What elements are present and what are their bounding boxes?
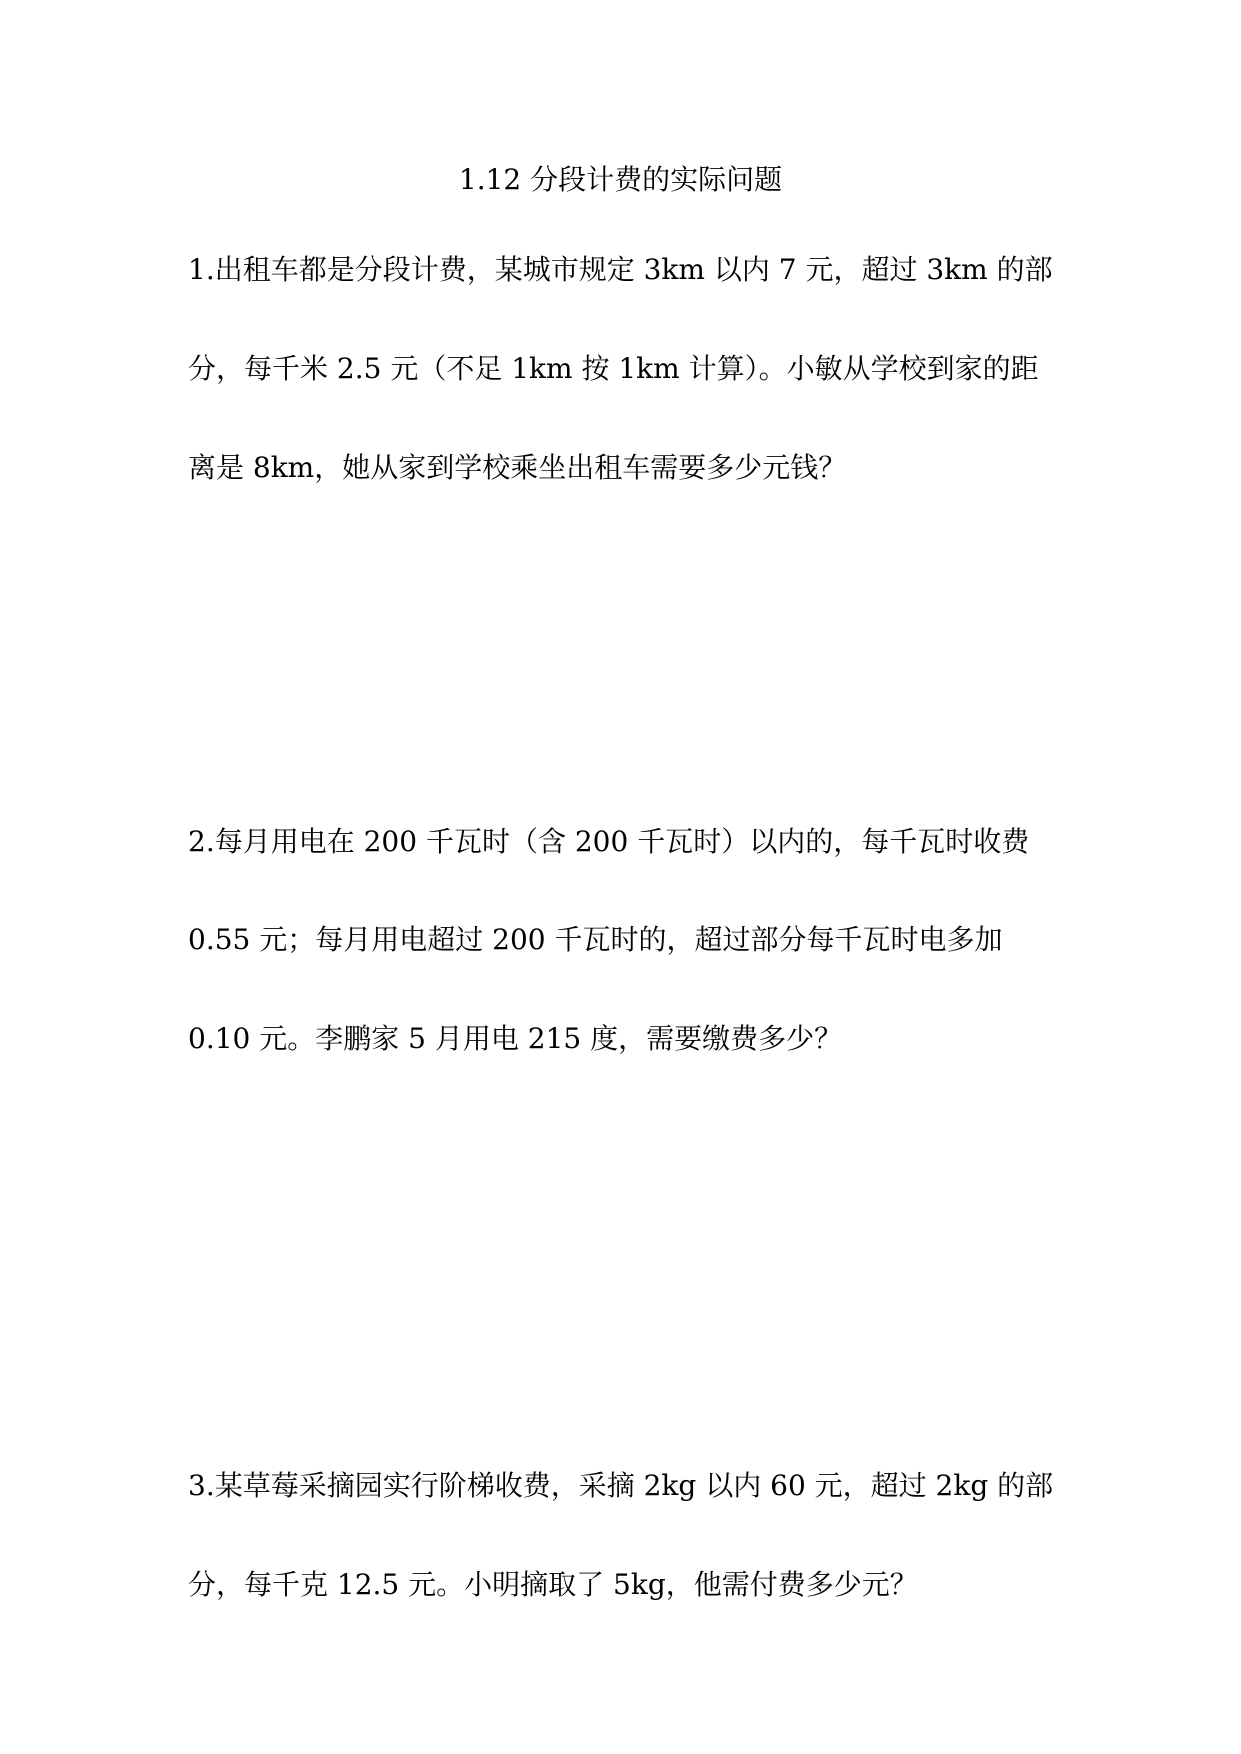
question-2-line-1: 2.每月用电在 200 千瓦时（含 200 千瓦时）以内的，每千瓦时收费	[188, 825, 1030, 858]
question-1-line-1: 1.出租车都是分段计费，某城市规定 3km 以内 7 元，超过 3km 的部	[188, 253, 1053, 286]
page-title: 1.12 分段计费的实际问题	[458, 163, 783, 196]
question-2-line-3: 0.10 元。李鹏家 5 月用电 215 度，需要缴费多少？	[188, 1022, 843, 1055]
question-2-line-2: 0.55 元；每月用电超过 200 千瓦时的，超过部分每千瓦时电多加	[188, 923, 1003, 956]
question-1-line-2: 分，每千米 2.5 元（不足 1km 按 1km 计算）。小敏从学校到家的距	[188, 352, 1039, 385]
question-3-line-2: 分，每千克 12.5 元。小明摘取了 5kg，他需付费多少元？	[188, 1568, 918, 1601]
question-3-line-1: 3.某草莓采摘园实行阶梯收费，采摘 2kg 以内 60 元，超过 2kg 的部	[188, 1469, 1054, 1502]
question-1-line-3: 离是 8km，她从家到学校乘坐出租车需要多少元钱？	[188, 451, 847, 484]
